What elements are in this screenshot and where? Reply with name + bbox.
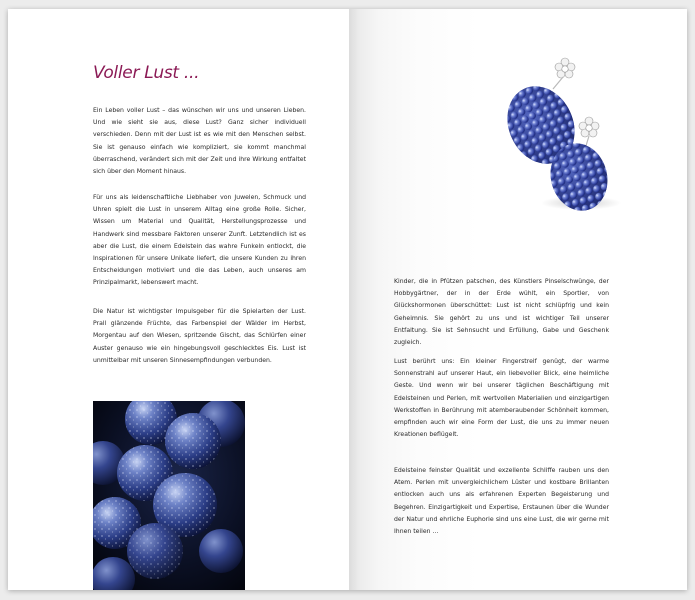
- left-paragraph-2: Für uns als leidenschaftliche Liebhaber von Juwelen, Schmuck und Uhren spielt die Lust in unserem Alltag eine große Rolle. Sicher, Wissen um Material und Qualität, Herstellungsprozesse und Handwerk sind messbare Faktoren unserer Zunft. Letztendlich ist es aber die Lust, die einem Edelstein das wahre Funkeln entlockt, die Inspirationen für unsere Unikate liefert, die unsere Kunden zu ihren Entscheidungen motiviert und die das Leben, auch unseres am Prinzipalmarkt, lebenswert macht.: [93, 194, 306, 287]
- earrings-photo: [493, 53, 633, 213]
- left-page: [8, 9, 349, 590]
- brochure-spread: [8, 9, 687, 590]
- left-paragraph-3: Die Natur ist wichtigster Impulsgeber für die Spielarten der Lust. Prall glänzende Früchte, das Farbenspiel der Wälder im Herbst, Morgentau auf den Wiesen, spritzende Gischt, das Schlürfen einer Auster genauso wie ein hingebungsvoll geschlecktes Eis. Lust ist unmittelbar mit unseren Sinnesempfindungen verbunden.: [93, 308, 306, 364]
- page-heading: Voller Lust ...: [93, 63, 200, 83]
- left-paragraph-1: Ein Leben voller Lust – das wünschen wir uns und unseren Lieben. Und wie sieht sie aus, diese Lust? Ganz sicher individuell verschieden. Denn mit der Lust ist es wie mit den Menschen selbst. Sie ist genauso einfach wie kompliziert, sie kommt manchmal überraschend, verändert sich mit der Zeit und ihre Wirkung entfaltet sich über den Moment hinaus.: [93, 107, 306, 176]
- right-page: [349, 9, 687, 590]
- berries-photo: [93, 401, 245, 590]
- right-paragraph-1: Kinder, die in Pfützen patschen, des Künstlers Pinselschwünge, der Hobbygärtner, der in der Erde wühlt, ein Sportler, von Glückshormonen überschüttet: Lust ist nicht schlüpfrig und kein Geheimnis. Sie gehört zu uns und ist wichtiger Teil unserer Entfaltung. Sie ist Sehnsucht und Erfüllung, Gabe und Geschenk zugleich.: [394, 278, 609, 347]
- right-paragraph-2: Lust berührt uns: Ein kleiner Fingerstreif genügt, der warme Sonnenstrahl auf unserer Haut, ein liebevoller Blick, eine heimliche Geste. Und wenn wir bei unserer täglichen Beschäftigung mit Edelsteinen und Perlen, mit wertvollen Materialien und einzigartigen Werkstoffen in Berührung mit atemberaubender Schönheit kommen, empfinden auch wir eine Form der Lust, die uns zu immer neuen Kreationen beflügelt.: [394, 358, 609, 439]
- right-paragraph-3: Edelsteine feinster Qualität und exzellente Schliffe rauben uns den Atem. Perlen mit unvergleichlichem Lüster und kostbare Brillanten entlocken auch uns als erfahrenen Experten Begeisterung und Begehren. Einzigartigkeit und Expertise, Erstaunen über die Wunder der Natur und ehrliche Euphorie sind uns eine Lust, die wir gerne mit Ihnen teilen …: [394, 467, 609, 536]
